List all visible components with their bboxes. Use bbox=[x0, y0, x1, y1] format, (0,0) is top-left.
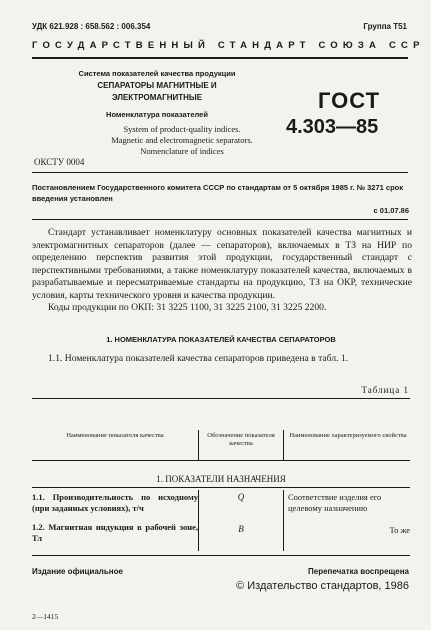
table-section-rule bbox=[32, 487, 410, 488]
group-code: Группа Т51 bbox=[363, 22, 407, 31]
gost-label: ГОСТ bbox=[318, 88, 381, 113]
table-row-2-symbol: B bbox=[238, 524, 244, 534]
table-column-divider bbox=[198, 430, 199, 460]
footer-rule bbox=[32, 555, 410, 556]
table-header-symbol: Обозначение показателя качества bbox=[207, 432, 275, 447]
table-row-1-symbol: Q bbox=[237, 492, 245, 502]
header-rule bbox=[32, 57, 408, 59]
table-header-property: Наименование характеризуемого свойства bbox=[289, 432, 407, 439]
table-row-2-name: 1.2. Магнитная индукция в рабочей зоне, Тл bbox=[32, 522, 198, 543]
subject-title-line2: ЭЛЕКТРОМАГНИТНЫЕ bbox=[111, 93, 203, 102]
section-heading: 1. НОМЕНКЛАТУРА ПОКАЗАТЕЛЕЙ КАЧЕСТВА СЕПАРАТОРОВ bbox=[106, 335, 336, 344]
decree-bottom-rule bbox=[32, 219, 408, 220]
table-column-divider bbox=[283, 490, 284, 551]
table-section-title: 1. ПОКАЗАТЕЛИ НАЗНАЧЕНИЯ bbox=[156, 474, 286, 484]
subject-title-line1: СЕПАРАТОРЫ МАГНИТНЫЕ И bbox=[97, 81, 217, 90]
table-column-divider bbox=[198, 490, 199, 551]
intro-text bbox=[32, 227, 412, 315]
effective-date: с 01.07.86 bbox=[373, 206, 409, 215]
table-top-rule bbox=[32, 398, 410, 399]
udk-code: УДК 621.928 : 658.562 : 006.354 bbox=[32, 22, 151, 31]
english-title-line3: Nomenclature of indices bbox=[140, 146, 224, 156]
okp-codes-paragraph: Коды продукции по ОКП: 31 3225 1100, 31 3225 2100, 31 3225 2200. bbox=[48, 302, 327, 313]
table-column-divider bbox=[283, 430, 284, 460]
clause-1-1: 1.1. Номенклатура показателей качества сепараторов приведена в табл. 1. bbox=[48, 353, 349, 364]
table-row-1-name: 1.1. Производительность по исходному (при заданных условиях), т/ч bbox=[32, 492, 198, 513]
system-title: Система показателей качества продукции bbox=[78, 69, 236, 78]
english-title-line2: Magnetic and electromagnetic separators. bbox=[111, 135, 253, 145]
table-row-2-property: То же bbox=[389, 525, 410, 535]
page-code: 2—1415 bbox=[32, 612, 59, 621]
table-row-1-property: Соответствие изделия его целевому назначению bbox=[288, 492, 382, 513]
table-caption: Таблица 1 bbox=[361, 385, 409, 395]
intro-paragraph: Стандарт устанавливает номенклатуру основных показателей качества магнитных и электромагнитных сепараторов (далее — сепараторов), включаемых в ТЗ на НИР по определению перспектив развития этой продукции, государственный стандарт с перспективными требованиями, а также номенклатуру показателей качества, включаемых в разрабатываемые и пересматриваемые стандарты на продукцию, ТЗ на ОКР, технические условия, карты технического уровня и качества продукции. bbox=[32, 227, 412, 301]
gost-number: 4.303—85 bbox=[286, 116, 379, 138]
nomenclature-title: Номенклатура показателей bbox=[106, 110, 208, 119]
edition-note: Издание официальное bbox=[32, 567, 123, 576]
decree-text: Постановлением Государственного комитета СССР по стандартам от 5 октября 1985 г. № 3271 срок введения установлен bbox=[32, 183, 403, 203]
table-header-name: Наименование показателя качества bbox=[66, 432, 164, 439]
decree-top-rule bbox=[32, 172, 408, 173]
standard-title: ГОСУДАРСТВЕННЫЙ СТАНДАРТ СОЮЗА ССР bbox=[32, 40, 425, 51]
reprint-note: Перепечатка воспрещена bbox=[308, 567, 409, 576]
table-header-rule bbox=[32, 460, 410, 461]
english-title-line1: System of product-quality indices. bbox=[123, 124, 241, 134]
copyright: © Издательство стандартов, 1986 bbox=[236, 580, 409, 592]
okstu-code: ОКСТУ 0004 bbox=[34, 157, 85, 167]
